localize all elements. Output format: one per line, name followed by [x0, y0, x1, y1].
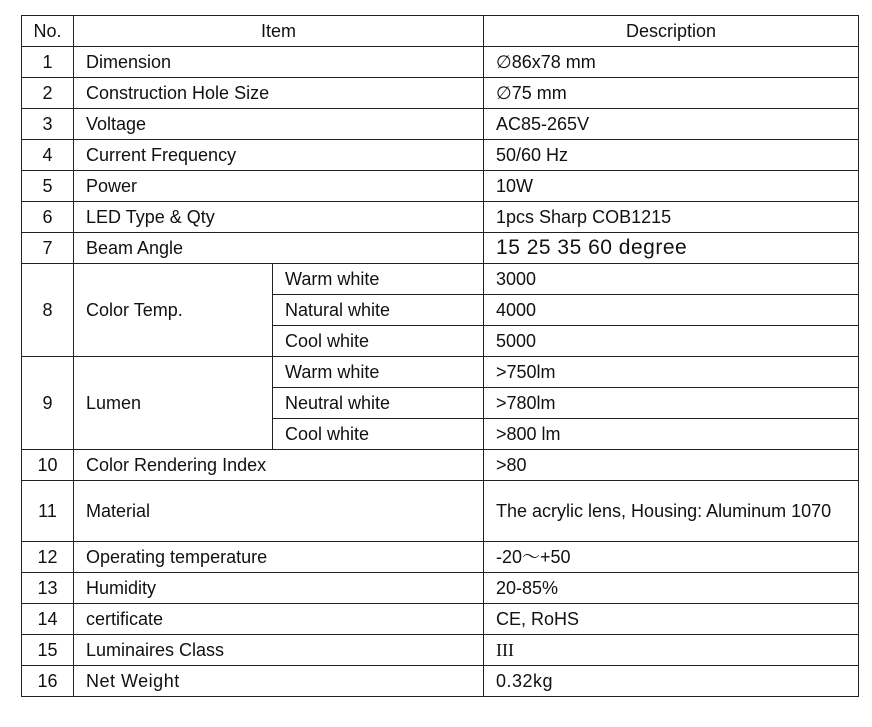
table-row	[22, 604, 859, 635]
row-sub-label: Warm white	[273, 264, 484, 295]
row-item: Dimension	[74, 47, 484, 78]
row-item: LED Type & Qty	[74, 202, 484, 233]
row-sub-label: Cool white	[273, 419, 484, 450]
row-no: 5	[22, 171, 74, 202]
row-item: Construction Hole Size	[74, 78, 484, 109]
spec-table	[21, 15, 859, 697]
row-no: 9	[22, 357, 74, 450]
row-sub-label: Warm white	[273, 357, 484, 388]
table-row	[22, 264, 859, 295]
row-desc: 0.32kg	[484, 666, 859, 697]
table-row	[22, 202, 859, 233]
row-desc: 50/60 Hz	[484, 140, 859, 171]
row-desc: 15 25 35 60 degree	[484, 233, 859, 264]
row-desc: The acrylic lens, Housing: Aluminum 1070	[484, 481, 859, 542]
row-item: Net Weight	[74, 666, 484, 697]
table-row	[22, 481, 859, 542]
row-sub-label: Natural white	[273, 295, 484, 326]
row-desc: >80	[484, 450, 859, 481]
row-item: Current Frequency	[74, 140, 484, 171]
row-no: 16	[22, 666, 74, 697]
row-item: Lumen	[74, 357, 273, 450]
row-item: Color Temp.	[74, 264, 273, 357]
row-no: 11	[22, 481, 74, 542]
row-no: 14	[22, 604, 74, 635]
row-no: 2	[22, 78, 74, 109]
table-row	[22, 542, 859, 573]
row-desc: 20-85%	[484, 573, 859, 604]
row-desc: 4000	[484, 295, 859, 326]
row-item: Power	[74, 171, 484, 202]
row-no: 13	[22, 573, 74, 604]
row-desc: CE, RoHS	[484, 604, 859, 635]
row-item: Humidity	[74, 573, 484, 604]
row-no: 4	[22, 140, 74, 171]
row-desc: 1pcs Sharp COB1215	[484, 202, 859, 233]
row-no: 3	[22, 109, 74, 140]
table-row	[22, 140, 859, 171]
row-item: Color Rendering Index	[74, 450, 484, 481]
row-desc: >750lm	[484, 357, 859, 388]
table-row	[22, 666, 859, 697]
row-desc: 3000	[484, 264, 859, 295]
header-item: Item	[74, 16, 484, 47]
row-desc: ∅75 mm	[484, 78, 859, 109]
table-row	[22, 357, 859, 388]
row-no: 10	[22, 450, 74, 481]
row-no: 1	[22, 47, 74, 78]
row-desc: III	[484, 635, 859, 666]
table-row	[22, 78, 859, 109]
row-desc: -20～+50	[484, 542, 859, 573]
table-row	[22, 573, 859, 604]
table-row	[22, 635, 859, 666]
table-row	[22, 171, 859, 202]
row-no: 12	[22, 542, 74, 573]
row-no: 8	[22, 264, 74, 357]
row-desc: ∅86x78 mm	[484, 47, 859, 78]
header-description: Description	[484, 16, 859, 47]
row-desc: >800 lm	[484, 419, 859, 450]
row-item: certificate	[74, 604, 484, 635]
row-sub-label: Neutral white	[273, 388, 484, 419]
row-no: 15	[22, 635, 74, 666]
table-header-row	[22, 16, 859, 47]
row-desc: 5000	[484, 326, 859, 357]
row-item: Operating temperature	[74, 542, 484, 573]
row-desc: 10W	[484, 171, 859, 202]
row-item: Voltage	[74, 109, 484, 140]
row-desc: AC85-265V	[484, 109, 859, 140]
table-row	[22, 450, 859, 481]
row-no: 6	[22, 202, 74, 233]
row-no: 7	[22, 233, 74, 264]
row-item: Beam Angle	[74, 233, 484, 264]
row-item: Material	[74, 481, 484, 542]
table-row	[22, 109, 859, 140]
table-row	[22, 47, 859, 78]
row-desc: >780lm	[484, 388, 859, 419]
row-item: Luminaires Class	[74, 635, 484, 666]
header-no: No.	[22, 16, 74, 47]
row-sub-label: Cool white	[273, 326, 484, 357]
table-row	[22, 233, 859, 264]
